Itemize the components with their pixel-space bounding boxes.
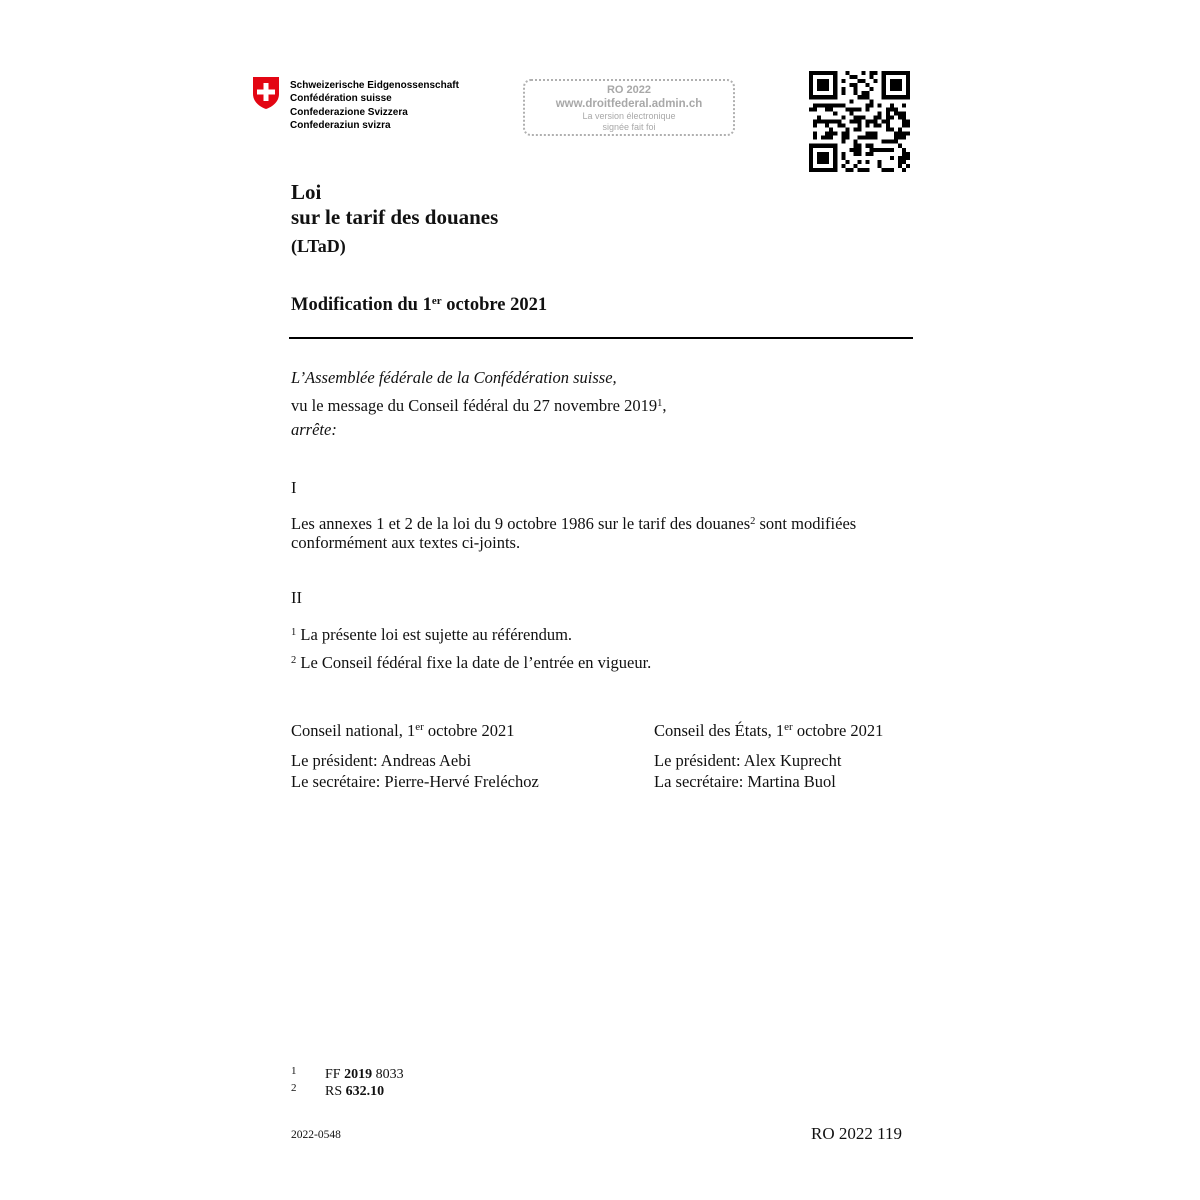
right-council-suffix: octobre 2021 xyxy=(792,721,884,740)
ro-reference: RO 2022 119 xyxy=(811,1124,902,1143)
footnote-1-suffix: 8033 xyxy=(372,1067,404,1082)
footnote-ref-2[interactable]: 2 xyxy=(750,516,756,527)
right-council-prefix: Conseil des États, 1 xyxy=(654,721,785,740)
section-2-para1 xyxy=(291,622,572,645)
confederation-name-fr: Confédération suisse xyxy=(290,93,392,105)
preamble-decree: arrête: xyxy=(291,420,337,439)
confederation-names xyxy=(290,79,459,133)
modification-sup: er xyxy=(431,295,442,307)
preamble-message-text: vu le message du Conseil fédéral du 27 novembre 2019 xyxy=(291,396,658,415)
footnote-2 xyxy=(291,1080,384,1100)
document-id: 2022-0548 xyxy=(291,1129,341,1141)
confederation-name-it: Confederazione Svizzera xyxy=(290,106,408,118)
right-council-sup: er xyxy=(784,721,793,733)
modification-suffix: octobre 2021 xyxy=(441,295,548,315)
para2-number: 2 xyxy=(291,655,297,666)
stamp-url[interactable]: www.droitfederal.admin.ch xyxy=(555,98,703,110)
title-line1: Loi xyxy=(291,180,322,204)
section-1-number: I xyxy=(291,478,297,497)
confederation-name-de: Schweizerische Eidgenossenschaft xyxy=(290,80,459,91)
footnote-1-bold: 2019 xyxy=(344,1067,373,1082)
signature-left-secretary: Le secrétaire: Pierre-Hervé Freléchoz xyxy=(291,772,539,791)
modification-date xyxy=(291,295,547,316)
modification-prefix: Modification du 1 xyxy=(291,295,432,315)
signature-left-council xyxy=(291,717,514,741)
signature-right-secretary: La secrétaire: Martina Buol xyxy=(654,772,836,791)
signature-right-council xyxy=(654,717,883,741)
qr-code-icon[interactable] xyxy=(809,71,910,172)
left-council-suffix: octobre 2021 xyxy=(423,721,515,740)
title-abbreviation: (LTaD) xyxy=(291,236,346,256)
left-council-sup: er xyxy=(415,721,424,733)
footnote-1-prefix: FF xyxy=(325,1067,345,1082)
para1-text: La présente loi est sujette au référendum. xyxy=(296,625,573,644)
footnote-2-bold: 632.10 xyxy=(345,1084,385,1099)
stamp-ro: RO 2022 xyxy=(606,84,652,96)
confederation-name-rm: Confederaziun svizra xyxy=(290,120,391,132)
preamble-message xyxy=(291,393,667,416)
footnote-ref-1[interactable]: 1 xyxy=(657,398,663,409)
signature-right-president: Le président: Alex Kuprecht xyxy=(654,751,842,770)
title-divider xyxy=(289,337,913,339)
section-1-text-line1 xyxy=(291,511,856,534)
footnote-2-prefix: RS xyxy=(325,1084,346,1099)
page-title xyxy=(291,180,498,230)
swiss-cross-icon xyxy=(252,76,280,110)
electronic-version-stamp xyxy=(523,79,735,136)
footnote-2-number: 2 xyxy=(291,1082,297,1094)
footnote-1-number: 1 xyxy=(291,1065,297,1077)
left-council-prefix: Conseil national, 1 xyxy=(291,721,416,740)
section-2-number: II xyxy=(291,588,302,607)
title-line2: sur le tarif des douanes xyxy=(291,205,499,229)
section-1-text-after: sont modifiées xyxy=(755,514,857,533)
stamp-line2: signée fait foi xyxy=(602,122,656,132)
para2-text: Le Conseil fédéral fixe la date de l’entrée en vigueur. xyxy=(296,653,652,672)
signature-left-president: Le président: Andreas Aebi xyxy=(291,751,472,770)
preamble-message-end: , xyxy=(662,396,667,415)
section-1-text-line2: conformément aux textes ci-joints. xyxy=(291,533,521,552)
preamble-assembly: L’Assemblée fédérale de la Confédération suisse, xyxy=(291,368,617,387)
section-1-text-before: Les annexes 1 et 2 de la loi du 9 octobre 1986 sur le tarif des douanes xyxy=(291,514,751,533)
para1-number: 1 xyxy=(291,627,297,638)
stamp-line1: La version électronique xyxy=(582,111,676,121)
section-2-para2 xyxy=(291,650,651,673)
